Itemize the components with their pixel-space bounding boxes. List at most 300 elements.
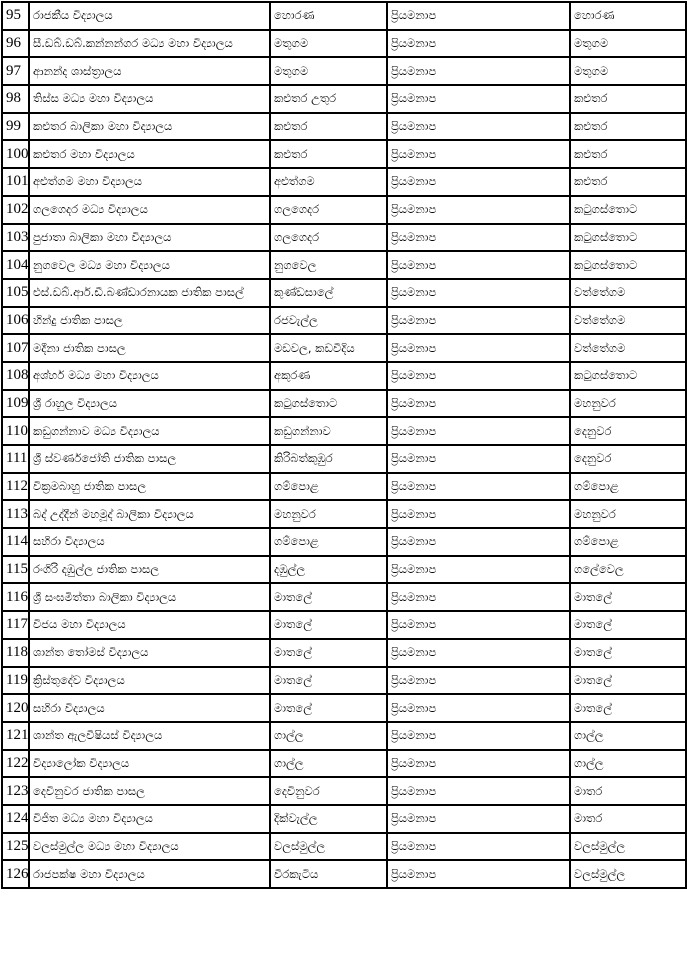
town-cell [270, 85, 387, 113]
school-name-cell [29, 860, 270, 888]
category: ප්‍රියමනාප [391, 202, 437, 217]
school-name-cell [29, 805, 270, 833]
row-number-cell [2, 196, 29, 224]
category: ප්‍රියමනාප [391, 340, 437, 355]
schools-table [1, 1, 687, 889]
town-cell [270, 30, 387, 58]
zone-cell [570, 334, 686, 362]
school-name-cell [29, 85, 270, 113]
zone: මාතලේ [574, 617, 612, 632]
category-cell [387, 417, 570, 445]
table-row [2, 694, 686, 722]
school-name-cell [29, 362, 270, 390]
town-cell [270, 362, 387, 390]
row-number-cell [2, 611, 29, 639]
zone-cell [570, 113, 686, 141]
school-name: තිස්ස මධ්‍ය මහා විද්‍යාලය [33, 91, 154, 106]
town-cell [270, 140, 387, 168]
category-cell [387, 667, 570, 695]
town: ගම්පොළ [274, 479, 319, 494]
zone-cell [570, 445, 686, 473]
row-number-cell [2, 556, 29, 584]
school-name-cell [29, 583, 270, 611]
school-name: රංගිරි දඹුල්ල ජාතික පාසල [33, 562, 160, 577]
category: ප්‍රියමනාප [391, 755, 437, 770]
category: ප්‍රියමනාප [391, 534, 437, 549]
row-number-cell [2, 168, 29, 196]
row-number: 125 [6, 837, 29, 854]
town-cell [270, 556, 387, 584]
school-name-cell [29, 417, 270, 445]
school-name: ආනන්ද ශාස්ත්‍රාලය [33, 63, 122, 78]
row-number: 103 [6, 228, 29, 245]
table-row [2, 805, 686, 833]
school-name: එස්.ඩබ්.ආර්.ඩී.බණ්ඩාරනායක ජාතික පාසල් [33, 285, 244, 300]
town-cell [270, 57, 387, 85]
zone: මහනුවර [574, 506, 616, 521]
row-number-cell [2, 805, 29, 833]
zone: මාතලේ [574, 700, 612, 715]
zone-cell [570, 140, 686, 168]
town: හොරණ [274, 8, 315, 23]
town: රජවැල්ල [274, 312, 318, 327]
school-name: ගලගෙදර මධ්‍ය විද්‍යාලය [33, 202, 148, 217]
town-cell [270, 113, 387, 141]
school-name-cell [29, 2, 270, 30]
category-cell [387, 30, 570, 58]
table-row [2, 113, 686, 141]
school-name-cell [29, 667, 270, 695]
table-row [2, 334, 686, 362]
school-name-cell [29, 334, 270, 362]
town-cell [270, 417, 387, 445]
zone: වත්තේගම [574, 312, 626, 327]
category: ප්‍රියමනාප [391, 700, 437, 715]
row-number: 113 [6, 505, 28, 522]
table-row [2, 639, 686, 667]
category-cell [387, 2, 570, 30]
zone-cell [570, 777, 686, 805]
school-name-cell [29, 168, 270, 196]
zone: මාතර [574, 783, 603, 798]
zone-cell [570, 224, 686, 252]
table-row [2, 307, 686, 335]
zone: මාතලේ [574, 672, 612, 687]
row-number: 114 [6, 533, 28, 550]
town-cell [270, 334, 387, 362]
zone-cell [570, 85, 686, 113]
row-number-cell [2, 279, 29, 307]
category: ප්‍රියමනාප [391, 395, 437, 410]
table-row [2, 196, 686, 224]
row-number: 99 [6, 118, 21, 135]
school-name: සහිරා විද්‍යාලය [33, 700, 105, 715]
school-name: ශාන්ත ඇලවීෂියස් විද්‍යාලය [33, 728, 163, 743]
table-row [2, 722, 686, 750]
town-cell [270, 251, 387, 279]
zone-cell [570, 30, 686, 58]
category: ප්‍රියමනාප [391, 91, 437, 106]
row-number: 101 [6, 173, 29, 190]
school-name: කඩුගන්නාව මධ්‍ය විද්‍යාලය [33, 423, 160, 438]
zone-cell [570, 860, 686, 888]
table-row [2, 168, 686, 196]
zone: මහනුවර [574, 395, 616, 410]
town: කඩුගන්නාව [274, 423, 331, 438]
zone-cell [570, 417, 686, 445]
school-name-cell [29, 30, 270, 58]
category: ප්‍රියමනාප [391, 174, 437, 189]
row-number-cell [2, 860, 29, 888]
table-row [2, 750, 686, 778]
row-number-cell [2, 362, 29, 390]
category: ප්‍රියමනාප [391, 728, 437, 743]
town-cell [270, 168, 387, 196]
category: ප්‍රියමනාප [391, 63, 437, 78]
zone: ගම්පොළ [574, 479, 619, 494]
row-number: 120 [6, 699, 29, 716]
school-name-cell [29, 113, 270, 141]
category: ප්‍රියමනාප [391, 811, 437, 826]
school-name: පුජාතා බාලිකා මහා විද්‍යාලය [33, 229, 172, 244]
row-number-cell [2, 390, 29, 418]
school-name: රාජපක්ෂ මහා විද්‍යාලය [33, 866, 145, 881]
row-number: 118 [6, 644, 28, 661]
town-cell [270, 224, 387, 252]
town-cell [270, 500, 387, 528]
school-name-cell [29, 500, 270, 528]
town: දික්වැල්ල [274, 811, 318, 826]
row-number: 100 [6, 145, 29, 162]
category: ප්‍රියමනාප [391, 562, 437, 577]
category-cell [387, 473, 570, 501]
table-row [2, 390, 686, 418]
school-name-cell [29, 777, 270, 805]
town: ගාල්ල [274, 755, 304, 770]
category-cell [387, 583, 570, 611]
row-number: 123 [6, 782, 29, 799]
row-number-cell [2, 750, 29, 778]
row-number: 106 [6, 311, 29, 328]
town: කටුගස්තොට [274, 395, 338, 410]
town-cell [270, 307, 387, 335]
row-number: 107 [6, 339, 29, 356]
town-cell [270, 722, 387, 750]
town: දෙවිනුවර [274, 783, 320, 798]
zone: හොරණ [574, 8, 615, 23]
category-cell [387, 860, 570, 888]
town-cell [270, 667, 387, 695]
school-name: විජිත මධ්‍ය මහා විද්‍යාලය [33, 811, 153, 826]
row-number-cell [2, 722, 29, 750]
school-name: අළුත්ගම මහා විද්‍යාලය [33, 174, 143, 189]
category: ප්‍රියමනාප [391, 423, 437, 438]
zone: දෙනුවර [574, 451, 612, 466]
zone-cell [570, 473, 686, 501]
row-number-cell [2, 2, 29, 30]
town-cell [270, 860, 387, 888]
row-number-cell [2, 445, 29, 473]
school-name-cell [29, 279, 270, 307]
town: මතුගම [274, 63, 309, 78]
zone: කළුතර [574, 119, 608, 134]
zone-cell [570, 667, 686, 695]
table-row [2, 57, 686, 85]
town: නුගවෙල [274, 257, 317, 272]
category: ප්‍රියමනාප [391, 672, 437, 687]
zone: මතුගම [574, 36, 609, 51]
category-cell [387, 528, 570, 556]
table-row [2, 611, 686, 639]
category: ප්‍රියමනාප [391, 146, 437, 161]
category: ප්‍රියමනාප [391, 368, 437, 383]
row-number-cell [2, 113, 29, 141]
town: කුණ්ඩසාලේ [274, 285, 334, 300]
zone: ගාල්ල [574, 728, 604, 743]
row-number-cell [2, 30, 29, 58]
zone: මාතලේ [574, 589, 612, 604]
school-name: මදීනා ජාතික පාසල [33, 340, 126, 355]
category: ප්‍රියමනාප [391, 645, 437, 660]
zone: කළුතර [574, 174, 608, 189]
zone-cell [570, 390, 686, 418]
town-cell [270, 611, 387, 639]
zone-cell [570, 722, 686, 750]
school-name: වලස්මුල්ල මධ්‍ය මහා විද්‍යාලය [33, 838, 179, 853]
town: කළුතර [274, 146, 308, 161]
zone-cell [570, 279, 686, 307]
school-name-cell [29, 196, 270, 224]
school-name-cell [29, 224, 270, 252]
category-cell [387, 445, 570, 473]
row-number-cell [2, 694, 29, 722]
school-name-cell [29, 307, 270, 335]
school-name: විද්‍යාලෝක විද්‍යාලය [33, 755, 130, 770]
school-name-cell [29, 140, 270, 168]
town: මහනුවර [274, 506, 316, 521]
school-name-cell [29, 833, 270, 861]
row-number: 102 [6, 201, 29, 218]
zone-cell [570, 168, 686, 196]
town-cell [270, 445, 387, 473]
town: මාතලේ [274, 617, 312, 632]
category: ප්‍රියමනාප [391, 312, 437, 327]
table-row [2, 279, 686, 307]
zone-cell [570, 750, 686, 778]
row-number: 117 [6, 616, 28, 633]
table-row [2, 140, 686, 168]
row-number-cell [2, 334, 29, 362]
zone: මතුගම [574, 63, 609, 78]
school-name: කළුතර මහා විද්‍යාලය [33, 146, 135, 161]
row-number: 108 [6, 367, 29, 384]
row-number-cell [2, 500, 29, 528]
town-cell [270, 694, 387, 722]
category-cell [387, 694, 570, 722]
row-number-cell [2, 224, 29, 252]
row-number: 105 [6, 284, 29, 301]
school-name-cell [29, 639, 270, 667]
school-name: අශ්හර් මධ්‍ය මහා විද්‍යාලය [33, 368, 159, 383]
table-row [2, 500, 686, 528]
row-number-cell [2, 777, 29, 805]
town: මඩවල, කඩවීදිය [274, 340, 355, 355]
row-number-cell [2, 307, 29, 335]
zone: කටුගස්තොට [574, 229, 638, 244]
row-number: 124 [6, 810, 29, 827]
row-number-cell [2, 583, 29, 611]
school-name-cell [29, 694, 270, 722]
zone-cell [570, 639, 686, 667]
zone-cell [570, 500, 686, 528]
school-name-cell [29, 556, 270, 584]
town: කළුතර [274, 119, 308, 134]
row-number-cell [2, 639, 29, 667]
town: අකුරණ [274, 368, 311, 383]
category-cell [387, 251, 570, 279]
row-number: 109 [6, 394, 29, 411]
row-number: 104 [6, 256, 29, 273]
school-name-cell [29, 251, 270, 279]
category-cell [387, 307, 570, 335]
category: ප්‍රියමනාප [391, 589, 437, 604]
zone-cell [570, 307, 686, 335]
category-cell [387, 777, 570, 805]
town: මතුගම [274, 36, 309, 51]
zone: වත්තේගම [574, 340, 626, 355]
category-cell [387, 57, 570, 85]
category-cell [387, 639, 570, 667]
town: වීරකැටිය [274, 866, 319, 881]
zone-cell [570, 362, 686, 390]
table-row [2, 860, 686, 888]
row-number-cell [2, 528, 29, 556]
category-cell [387, 113, 570, 141]
row-number-cell [2, 417, 29, 445]
zone-cell [570, 57, 686, 85]
town: කිරිබත්කුඹුර [274, 451, 333, 466]
category: ප්‍රියමනාප [391, 866, 437, 881]
row-number: 121 [6, 727, 29, 744]
category: ප්‍රියමනාප [391, 285, 437, 300]
table-row [2, 473, 686, 501]
row-number-cell [2, 140, 29, 168]
category: ප්‍රියමනාප [391, 451, 437, 466]
row-number-cell [2, 251, 29, 279]
category-cell [387, 168, 570, 196]
school-name: හින්දු ජාතික පාසල [33, 312, 123, 327]
table-row [2, 777, 686, 805]
school-name: ශාන්ත තෝමස් විද්‍යාලය [33, 645, 149, 660]
row-number-cell [2, 85, 29, 113]
zone: කටුගස්තොට [574, 202, 638, 217]
zone: වලස්මුල්ල [574, 866, 626, 881]
town: ගාල්ල [274, 728, 304, 743]
row-number: 98 [6, 90, 21, 107]
school-name: විජය මහා විද්‍යාලය [33, 617, 126, 632]
row-number: 96 [6, 35, 21, 52]
row-number: 122 [6, 754, 29, 771]
school-name: බද් උද්දීන් මහමූද් බාලිකා විද්‍යාලය [33, 506, 194, 521]
town-cell [270, 833, 387, 861]
category-cell [387, 196, 570, 224]
category-cell [387, 833, 570, 861]
row-number-cell [2, 473, 29, 501]
school-name-cell [29, 528, 270, 556]
table-row [2, 417, 686, 445]
category-cell [387, 334, 570, 362]
row-number-cell [2, 667, 29, 695]
zone-cell [570, 528, 686, 556]
category-cell [387, 611, 570, 639]
row-number: 126 [6, 865, 29, 882]
school-name: ශ්‍රී රාහුල විද්‍යාලය [33, 395, 118, 410]
school-name: ක්‍රිස්තුදේව විද්‍යාලය [33, 672, 125, 687]
school-name: කළුතර බාලිකා මහා විද්‍යාලය [33, 119, 173, 134]
category-cell [387, 224, 570, 252]
table-row [2, 251, 686, 279]
zone-cell [570, 2, 686, 30]
table-row [2, 2, 686, 30]
town-cell [270, 583, 387, 611]
town-cell [270, 750, 387, 778]
category: ප්‍රියමනාප [391, 36, 437, 51]
category-cell [387, 390, 570, 418]
row-number-cell [2, 57, 29, 85]
town: මාතලේ [274, 672, 312, 687]
town-cell [270, 528, 387, 556]
row-number: 111 [6, 450, 28, 467]
town: වලස්මුල්ල [274, 838, 326, 853]
school-name: ශ්‍රී ස්වර්ණජෝති ජාතික පාසල [33, 451, 177, 466]
row-number: 112 [6, 478, 28, 495]
zone: දෙනුවර [574, 423, 612, 438]
category-cell [387, 85, 570, 113]
school-name: සී.ඩබ්.ඩබ්.කන්නන්ගර මධ්‍ය මහා විද්‍යාලය [33, 36, 233, 51]
table-row [2, 528, 686, 556]
town: ගලගෙදර [274, 202, 320, 217]
school-name-cell [29, 722, 270, 750]
town: කළුතර උතුර [274, 91, 337, 106]
town-cell [270, 639, 387, 667]
school-name-cell [29, 750, 270, 778]
category-cell [387, 140, 570, 168]
zone: කළුතර [574, 91, 608, 106]
table-row [2, 224, 686, 252]
zone: කටුගස්තොට [574, 257, 638, 272]
category: ප්‍රියමනාප [391, 617, 437, 632]
category-cell [387, 556, 570, 584]
zone-cell [570, 251, 686, 279]
town-cell [270, 2, 387, 30]
school-name: ශ්‍රී සංඝමිත්තා බාලිකා විද්‍යාලය [33, 589, 177, 604]
row-number: 110 [6, 422, 28, 439]
schools-table-body [2, 2, 686, 888]
town-cell [270, 473, 387, 501]
town-cell [270, 777, 387, 805]
category-cell [387, 805, 570, 833]
row-number-cell [2, 833, 29, 861]
school-name: වික්‍රමබාහු ජාතික පාසල [33, 479, 147, 494]
category: ප්‍රියමනාප [391, 783, 437, 798]
category: ප්‍රියමනාප [391, 506, 437, 521]
zone: මාතර [574, 811, 603, 826]
row-number: 97 [6, 62, 21, 79]
table-row [2, 667, 686, 695]
category: ප්‍රියමනාප [391, 257, 437, 272]
table-row [2, 833, 686, 861]
zone: වත්තේගම [574, 285, 626, 300]
